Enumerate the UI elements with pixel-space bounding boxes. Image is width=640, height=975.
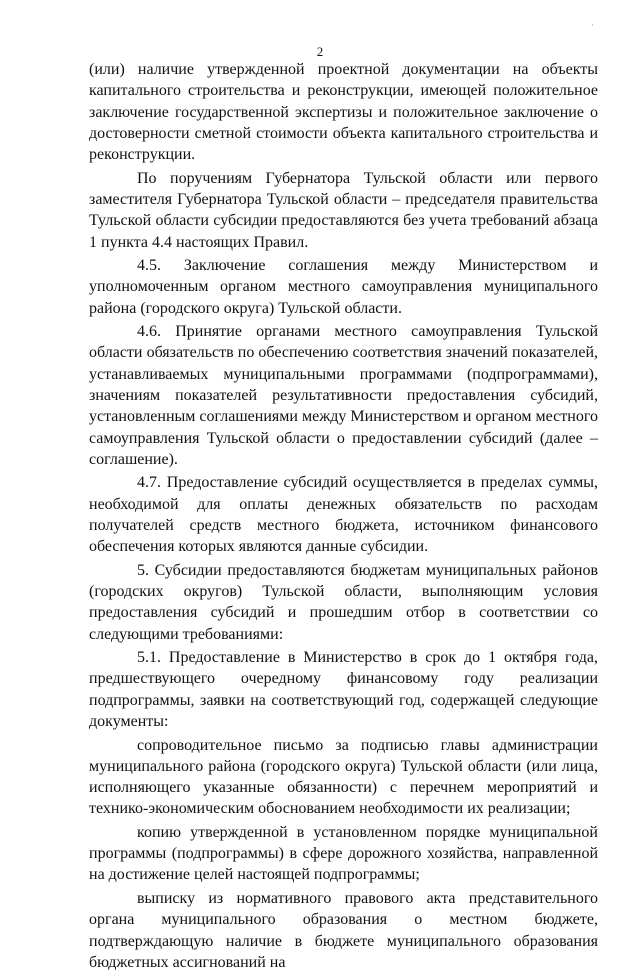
paragraph-budget-extract: выписку из нормативного правового акта представительного органа муниципального образования о местном бюджете, подтверждающую наличие в бюджете муниципального образования бюджетных ассигнований на — [89, 889, 598, 971]
page-number: 2 — [316, 44, 324, 59]
scan-mark: · — [591, 20, 594, 30]
paragraph-5: 5. Субсидии предоставляются бюджетам муниципальных районов (городских округов) Тульской области, выполняющим условия предоставления субсидий и прошедшим отбор в соответствии со следующими требованиями: — [89, 561, 598, 643]
document-body — [89, 59, 598, 975]
paragraph-governor-instructions: По поручениям Губернатора Тульской области или первого заместителя Губернатора Тульской области – председателя правительства Тульской области субсидии предоставляются без учета требований абзаца 1 пункта 4.4 настоящих Правил. — [89, 169, 598, 251]
paragraph-4-7: 4.7. Предоставление субсидий осуществляется в пределах суммы, необходимой для оплаты денежных обязательств по расходам получателей средств местного бюджета, источником финансового обеспечения которых являются данные субсидии. — [89, 474, 598, 556]
paragraph-5-1: 5.1. Предоставление в Министерство в срок до 1 октября года, предшествующего очередному финансовому году реализации подпрограммы, заявки на соответствующий год, содержащей следующие документы: — [89, 649, 598, 731]
paragraph-continuation: (или) наличие утвержденной проектной документации на объекты капитального строительства и реконструкции, имеющей положительное заключение государственной экспертизы и положительное заключение о достоверности сметной стоимости объекта капитального строительства и реконструкции. — [89, 61, 598, 164]
paragraph-4-5: 4.5. Заключение соглашения между Министерством и уполномоченным органом местного самоуправления муниципального района (городского округа) Тульской области. — [89, 257, 598, 317]
paragraph-cover-letter: сопроводительное письмо за подписью главы администрации муниципального района (городского округа) Тульской области (или лица, исполняющего указанные обязанности) с перечнем мероприятий и технико-экономическим обоснованием необходимости их реализации; — [89, 736, 598, 818]
paragraph-program-copy: копию утвержденной в установленном порядке муниципальной программы (подпрограммы) в сфере дорожного хозяйства, направленной на достижение целей настоящей подпрограммы; — [89, 823, 598, 884]
paragraph-4-6: 4.6. Принятие органами местного самоуправления Тульской области обязательств по обеспечению соответствия значений показателей, устанавливаемых муниципальными программами (подпрограммами), значениям показателей результативности предоставления субсидий, установленным соглашениями между Министерством и органом местного самоуправления Тульской области о предоставлении субсидий (далее – соглашение). — [89, 323, 598, 468]
